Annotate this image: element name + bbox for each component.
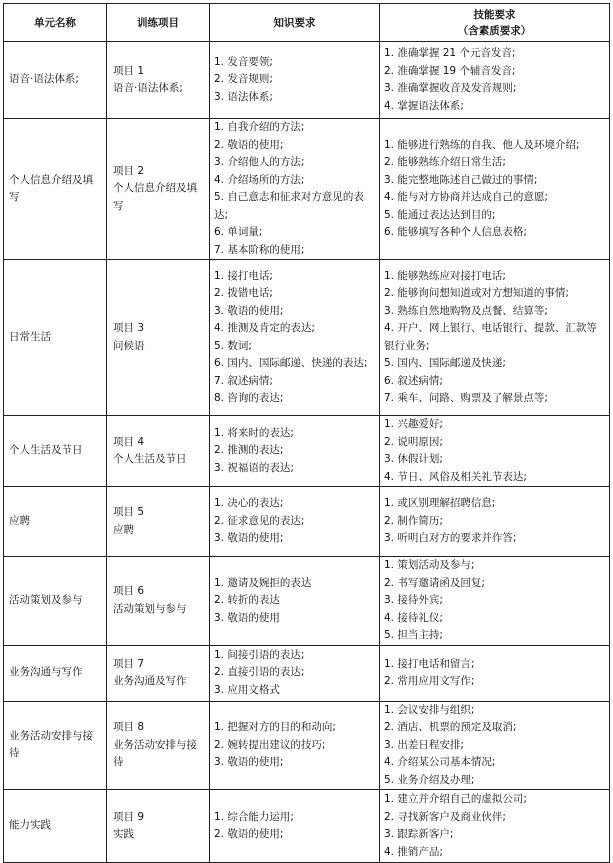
skill-item: 3. 听明白对方的要求并作答; [384, 532, 517, 545]
knowledge-item: 2. 直接引语的表达; [214, 666, 305, 679]
table-row [4, 557, 610, 646]
knowledge-item: 3. 敬语的使用; [214, 756, 284, 768]
skills-cell [380, 260, 610, 416]
skill-item: 1. 兴趣爱好; [384, 418, 443, 430]
skills-cell [380, 645, 610, 701]
unit-name-cell [4, 701, 107, 790]
knowledge-item: 5. 数词; [214, 339, 252, 352]
project-name: 实践 [113, 828, 134, 840]
skill-item: 2. 能够熟练介绍日常生活; [384, 156, 506, 168]
skill-item: 2. 准确掌握 19 个辅音发音; [384, 64, 516, 77]
knowledge-item: 1. 决心的表达; [214, 497, 284, 510]
project-name: 业务活动安排与接待 [113, 738, 197, 768]
skill-item: 4. 节日、风俗及相关礼节表达; [384, 470, 527, 483]
project-cell [107, 416, 210, 487]
header-skills [380, 4, 610, 42]
knowledge-item: 1. 综合能力运用; [214, 810, 294, 823]
knowledge-item: 8. 咨询的表达; [214, 392, 284, 404]
knowledge-item: 2. 征求意见的表达; [214, 514, 305, 527]
knowledge-item: 3. 介绍他人的方法; [214, 156, 305, 168]
knowledge-item: 2. 发音规则; [214, 73, 273, 86]
skill-item: 2. 酒店、机票的预定及取消; [384, 721, 517, 733]
unit-name: 日常生活 [9, 330, 51, 343]
table-row [4, 42, 610, 119]
unit-name: 业务沟通与写作 [9, 666, 83, 679]
skills-cell [380, 701, 610, 790]
knowledge-cell [210, 487, 380, 557]
skill-item: 2. 寻找新客户及商业伙伴; [384, 810, 506, 823]
skill-item: 5. 能通过表达达到目的; [384, 208, 496, 221]
unit-name: 应聘 [9, 514, 30, 527]
skill-item: 3. 接待外宾; [384, 594, 443, 606]
project-name: 个人信息介绍及填写 [113, 182, 197, 212]
knowledge-item: 3. 敬语的使用; [214, 532, 284, 545]
skill-item: 3. 熟练自然地购物及点餐、结算等; [384, 304, 548, 317]
skill-item: 5. 担当主持; [384, 629, 443, 641]
skill-item: 4. 介绍某公司基本情况; [384, 756, 496, 768]
knowledge-item: 7. 叙述病情; [214, 374, 273, 387]
knowledge-item: 1. 发音要领; [214, 55, 273, 68]
unit-name: 个人生活及节日 [9, 444, 83, 457]
knowledge-item: 1. 接打电话; [214, 269, 273, 282]
project-cell [107, 701, 210, 790]
table-row [4, 119, 610, 260]
knowledge-cell [210, 790, 380, 863]
knowledge-item: 3. 应用文格式 [214, 683, 280, 696]
project-cell [107, 790, 210, 863]
knowledge-item: 2. 推测的表达; [214, 444, 284, 457]
knowledge-item: 6. 单词量; [214, 226, 263, 238]
skill-item: 7. 乘车、问路、购票及了解景点等; [384, 392, 548, 404]
project-name: 应聘 [113, 523, 134, 536]
skill-item: 1. 策划活动及参与; [384, 559, 475, 571]
knowledge-item: 7. 基本阶称的使用; [214, 243, 305, 256]
table-row [4, 701, 610, 790]
knowledge-item: 3. 语法体系; [214, 90, 273, 103]
knowledge-item: 1. 把握对方的目的和动向; [214, 721, 336, 733]
project-number: 项目 3 [113, 322, 145, 334]
knowledge-item: 1. 间接引语的表达; [214, 648, 305, 661]
project-name: 问候语 [113, 339, 145, 352]
project-name: 活动策划与参与 [113, 602, 187, 615]
project-name: 业务沟通及写作 [113, 675, 187, 687]
project-number: 项目 6 [113, 585, 145, 598]
table-row [4, 487, 610, 557]
table-row [4, 416, 610, 487]
knowledge-item: 3. 敬语的使用 [214, 611, 280, 624]
unit-name-cell [4, 119, 107, 260]
skill-item: 4. 推销产品; [384, 845, 443, 858]
skill-item: 3. 准确掌握收音及发音规则; [384, 82, 517, 94]
knowledge-item: 6. 国内、国际邮递、快递的表达; [214, 357, 368, 369]
skill-item: 3. 跟踪新客户; [384, 828, 454, 840]
skill-item: 4. 开户、网上银行、电话银行、提款、汇款等银行业务; [384, 322, 597, 352]
table-row [4, 790, 610, 863]
table-row [4, 645, 610, 701]
project-number: 项目 1 [113, 64, 145, 77]
header-unit: 单元名称 [4, 4, 107, 42]
project-number: 项目 9 [113, 810, 145, 823]
skill-item: 2. 书写邀请函及回复; [384, 576, 485, 589]
skill-item: 2. 能够询问想知道或对方想知道的事情; [384, 287, 569, 299]
knowledge-cell [210, 557, 380, 646]
knowledge-item: 2. 转折的表达 [214, 594, 280, 606]
knowledge-cell [210, 42, 380, 119]
project-cell [107, 557, 210, 646]
skill-item: 4. 能与对方协商并达成自己的意愿; [384, 191, 548, 203]
skill-item: 1. 接打电话和留言; [384, 657, 475, 670]
knowledge-item: 4. 推测及肯定的表达; [214, 322, 315, 334]
project-number: 项目 2 [113, 164, 145, 177]
skill-item: 4. 接待礼仪; [384, 611, 443, 624]
project-number: 项目 7 [113, 657, 145, 670]
skill-item: 2. 说明原因; [384, 435, 443, 448]
unit-name: 语音·语法体系; [9, 73, 79, 86]
knowledge-item: 4. 介绍场所的方法; [214, 173, 305, 186]
unit-name-cell [4, 790, 107, 863]
skills-cell [380, 42, 610, 119]
header-skills-line2: （含素质要求） [457, 24, 532, 37]
header-skills-line1: 技能要求 [473, 8, 516, 21]
knowledge-cell [210, 416, 380, 487]
knowledge-cell [210, 701, 380, 790]
unit-name: 能力实践 [9, 819, 51, 832]
skill-item: 3. 能完整地陈述自己做过的事情; [384, 173, 538, 186]
project-name: 语音·语法体系; [113, 82, 183, 94]
unit-name-cell [4, 260, 107, 416]
unit-name: 业务活动安排与接待 [9, 729, 93, 760]
unit-name: 个人信息介绍及填写 [9, 173, 93, 203]
skill-item: 6. 叙述病情; [384, 374, 443, 387]
curriculum-table [3, 3, 610, 863]
project-cell [107, 645, 210, 701]
knowledge-cell [210, 645, 380, 701]
skill-item: 1. 能够熟练应对接打电话; [384, 269, 506, 282]
skill-item: 1. 或区别理解招聘信息; [384, 497, 496, 510]
skill-item: 6. 能够填写各种个人信息表格; [384, 226, 527, 238]
knowledge-item: 2. 敬语的使用; [214, 828, 284, 840]
unit-name: 活动策划及参与 [9, 594, 83, 606]
header-project: 训练项目 [107, 4, 210, 42]
knowledge-cell [210, 119, 380, 260]
knowledge-item: 2. 拨错电话; [214, 287, 273, 299]
skill-item: 2. 常用应用文写作; [384, 675, 475, 687]
skill-item: 1. 会议安排与组织; [384, 703, 475, 716]
knowledge-cell [210, 260, 380, 416]
unit-name-cell [4, 416, 107, 487]
knowledge-item: 1. 邀请及婉拒的表达 [214, 576, 312, 589]
project-number: 项目 8 [113, 721, 145, 733]
unit-name-cell [4, 487, 107, 557]
unit-name-cell [4, 42, 107, 119]
skill-item: 4. 掌握语法体系; [384, 99, 464, 112]
project-number: 项目 5 [113, 506, 145, 518]
project-name: 个人生活及节日 [113, 453, 187, 465]
skill-item: 2. 制作简历; [384, 514, 443, 527]
unit-name-cell [4, 645, 107, 701]
skills-cell [380, 119, 610, 260]
skill-item: 5. 国内、国际邮递及快递; [384, 357, 506, 369]
skill-item: 3. 休假计划; [384, 453, 443, 465]
skills-cell [380, 487, 610, 557]
skill-item: 1. 准确掌握 21 个元音发音; [384, 47, 516, 59]
project-cell [107, 42, 210, 119]
knowledge-item: 2. 敬语的使用; [214, 138, 284, 151]
knowledge-item: 1. 自我介绍的方法; [214, 121, 305, 133]
unit-name-cell [4, 557, 107, 646]
project-cell [107, 260, 210, 416]
table-row [4, 260, 610, 416]
project-cell [107, 119, 210, 260]
project-number: 项目 4 [113, 435, 145, 448]
project-cell [107, 487, 210, 557]
knowledge-item: 5. 自己意志和征求对方意见的表达; [214, 191, 364, 221]
knowledge-item: 3. 敬语的使用; [214, 304, 284, 317]
skill-item: 3. 出差日程安排; [384, 738, 464, 751]
knowledge-item: 3. 祝福语的表达; [214, 461, 294, 474]
skills-cell [380, 557, 610, 646]
skill-item: 1. 能够进行熟练的自我、他人及环境介绍; [384, 138, 580, 151]
skill-item: 5. 业务介绍及办理; [384, 773, 475, 786]
skill-item: 1. 建立并介绍自己的虚拟公司; [384, 793, 527, 805]
header-row [4, 4, 610, 42]
knowledge-item: 2. 婉转提出建议的技巧; [214, 738, 326, 751]
skills-cell [380, 790, 610, 863]
skills-cell [380, 416, 610, 487]
knowledge-item: 1. 将来时的表达; [214, 426, 294, 439]
header-knowledge: 知识要求 [210, 4, 380, 42]
